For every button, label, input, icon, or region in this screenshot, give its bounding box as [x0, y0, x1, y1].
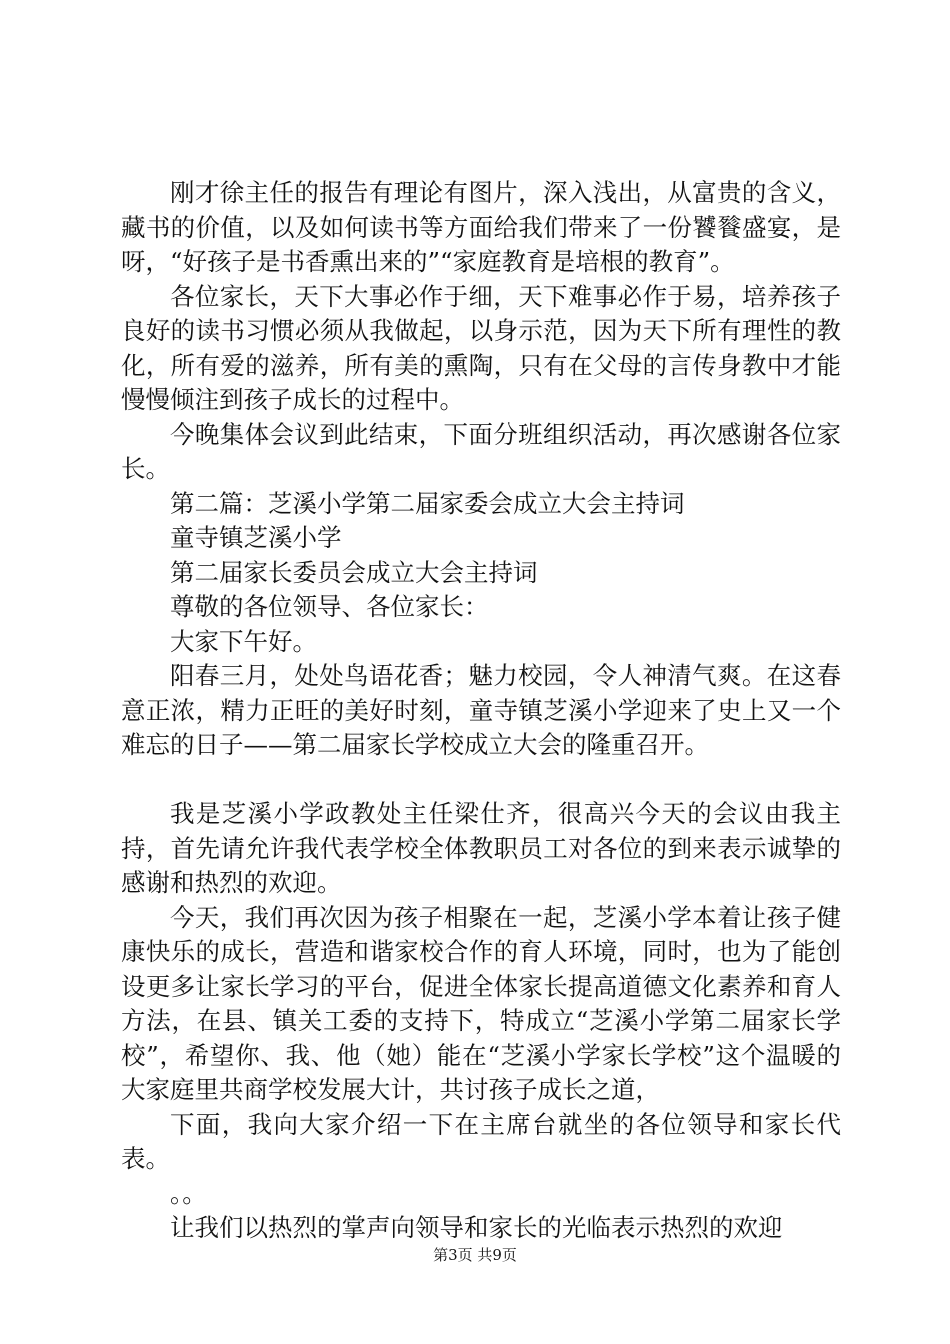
paragraph-introduce-guests: 下面，我向大家介绍一下在主席台就坐的各位领导和家长代表。	[121, 1109, 841, 1173]
speech-title: 第二届家长委员会成立大会主持词	[170, 557, 538, 587]
page-number-footer: 第3页 共9页	[433, 1246, 517, 1264]
document-body	[121, 176, 841, 1246]
salutation: 尊敬的各位领导、各位家长：	[170, 592, 489, 621]
ellipsis-line: 。。	[170, 1178, 207, 1208]
paragraph-applause: 让我们以热烈的掌声向领导和家长的光临表示热烈的欢迎	[170, 1213, 783, 1242]
paragraph-parents-reading-habit: 各位家长，天下大事必作于细，天下难事必作于易，培养孩子良好的读书习惯必须从我做起，以身示范，因为天下所有理性的教化，所有爱的滋养，所有美的熏陶，只有在父母的言传身教中才能慢慢倾注到孩子成长的过程中。	[121, 281, 841, 414]
paragraph-report-summary: 刚才徐主任的报告有理论有图片，深入浅出，从富贵的含义，藏书的价值，以及如何读书等方面给我们带来了一份饕餮盛宴，是呀，“好孩子是书香熏出来的”“家庭教育是培根的教育”。	[121, 178, 841, 276]
school-name: 童寺镇芝溪小学	[170, 523, 342, 552]
greeting: 大家下午好。	[170, 626, 317, 656]
section-heading: 第二篇：芝溪小学第二届家委会成立大会主持词	[170, 488, 685, 518]
paragraph-parent-school-founding: 今天，我们再次因为孩子相聚在一起，芝溪小学本着让孩子健康快乐的成长，营造和谐家校合作的育人环境，同时，也为了能创设更多让家长学习的平台，促进全体家长提高道德文化素养和育人方法，在县、镇关工委的支持下，特成立“芝溪小学第二届家长学校”，希望你、我、他（她）能在“芝溪小学家长学校”这个温暖的大家庭里共商学校发展大计，共讨孩子成长之道，	[121, 902, 841, 1104]
blank-line	[121, 763, 841, 798]
paragraph-host-introduction: 我是芝溪小学政教处主任梁仕齐，很高兴今天的会议由我主持，首先请允许我代表学校全体教职员工对各位的到来表示诚挚的感谢和热烈的欢迎。	[121, 799, 841, 897]
paragraph-spring-opening: 阳春三月，处处鸟语花香；魅力校园，令人神清气爽。在这春意正浓，精力正旺的美好时刻，童寺镇芝溪小学迎来了史上又一个难忘的日子——第二届家长学校成立大会的隆重召开。	[121, 661, 841, 759]
paragraph-meeting-close: 今晚集体会议到此结束，下面分班组织活动，再次感谢各位家长。	[121, 419, 841, 483]
